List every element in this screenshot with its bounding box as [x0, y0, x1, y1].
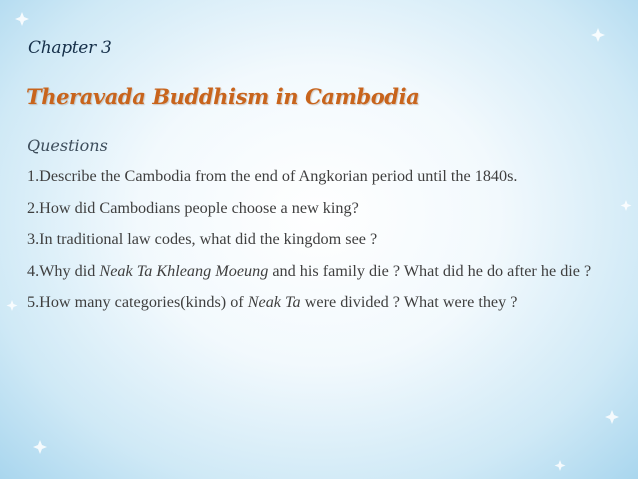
question-number: 5. [27, 293, 40, 311]
question-number: 3. [27, 230, 40, 248]
question-list [27, 166, 617, 324]
question-italic-term: Neak Ta [247, 293, 301, 311]
question-text: were divided ? What were they ? [300, 293, 518, 311]
question-number: 2. [27, 198, 40, 217]
chapter-label: Chapter 3 [28, 38, 112, 58]
question-text: How did Cambodians people choose a new king? [39, 198, 359, 217]
question-item [27, 292, 617, 314]
question-italic-term: Neak Ta Khleang Moeung [99, 261, 269, 280]
question-text: Describe the Cambodia from the end of Angkorian period until the 1840s. [39, 167, 518, 185]
question-text: In traditional law codes, what did the kingdom see ? [39, 230, 378, 248]
question-text: How many categories(kinds) of [39, 293, 248, 311]
question-text: and his family die ? What did he do after he die ? [268, 261, 592, 280]
question-text: Why did [39, 261, 100, 280]
question-item [27, 261, 617, 283]
question-number: 1. [27, 167, 40, 185]
questions-heading: Questions [27, 136, 108, 155]
slide-title: Theravada Buddhism in Cambodia [26, 84, 420, 109]
question-number: 4. [27, 261, 40, 280]
question-item [27, 229, 617, 251]
question-item [27, 198, 617, 220]
question-item [27, 166, 617, 188]
